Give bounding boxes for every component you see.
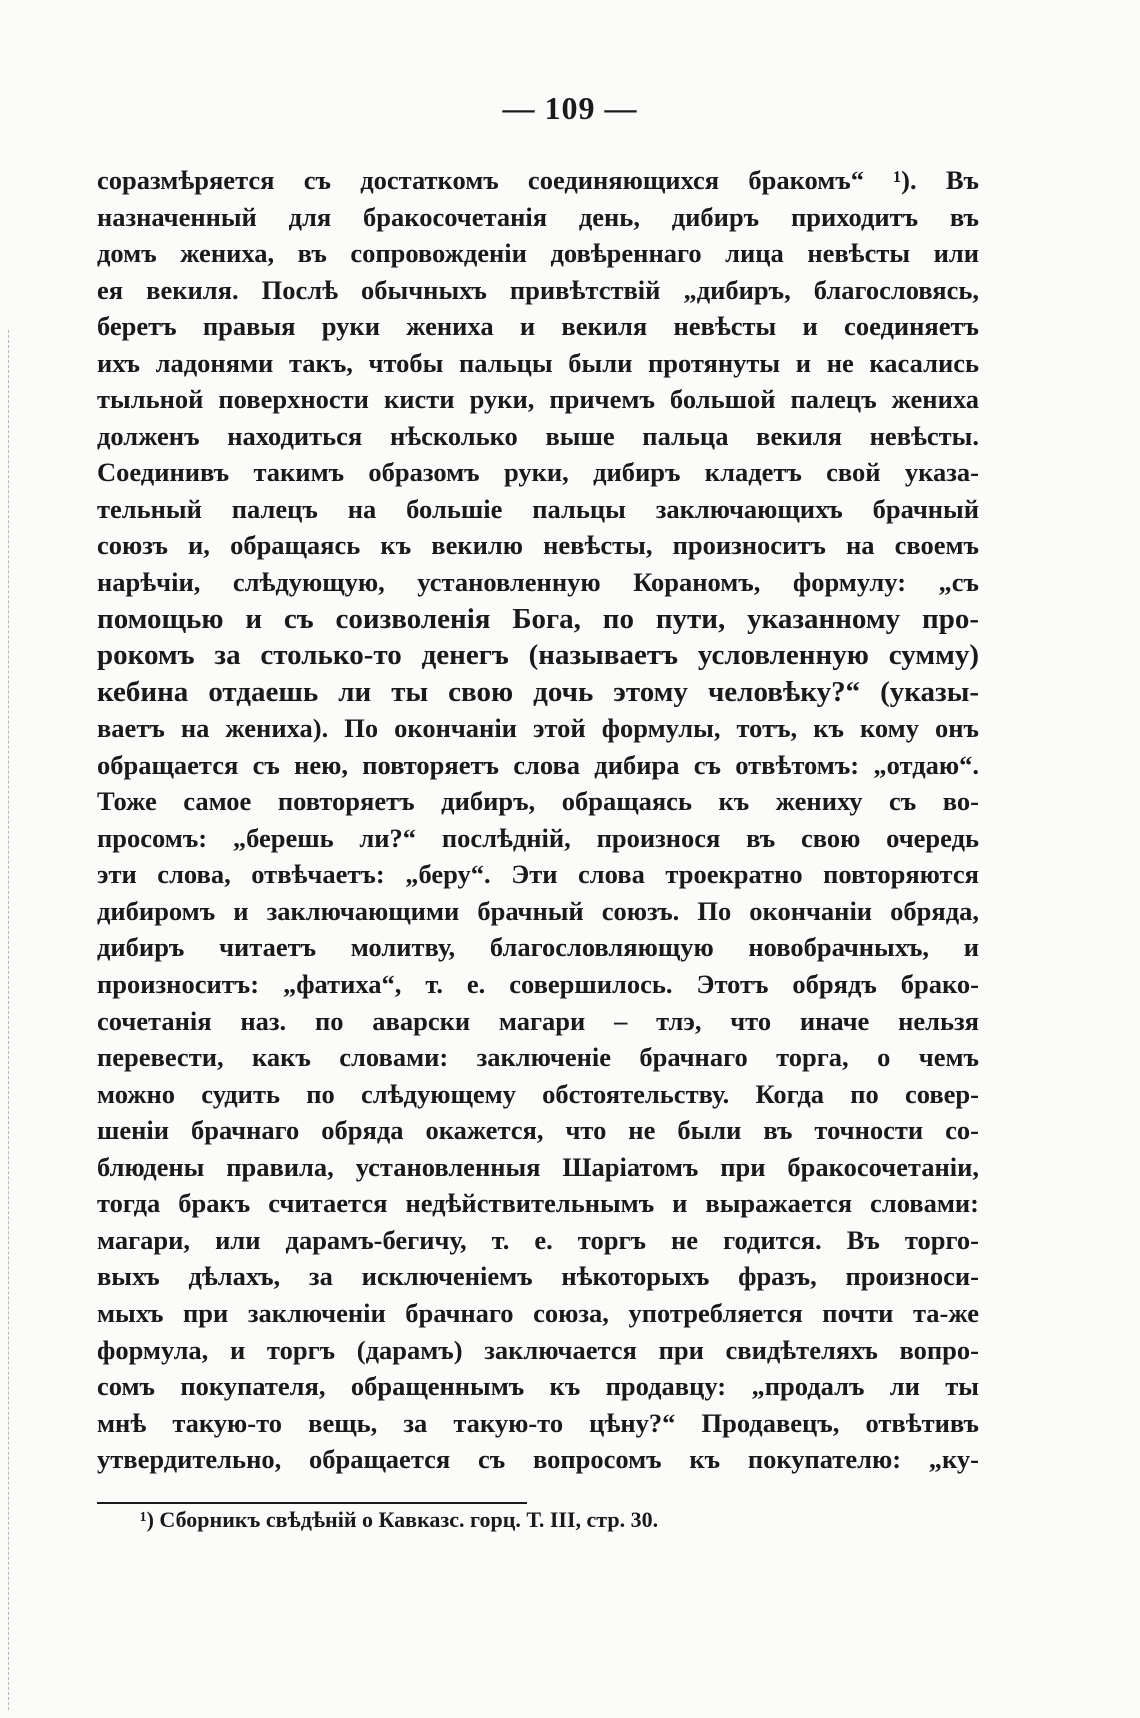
text-line: утвердительно, обращается съ вопросомъ къ покупателю: „ку- bbox=[97, 1444, 979, 1475]
footnote: ¹) Сборникъ свѣдѣній о Кавказс. горц. Т. III, стр. 30. bbox=[140, 1507, 659, 1532]
text-line: просомъ: „берешь ли?“ послѣдній, произнося въ свою очередь bbox=[97, 822, 979, 853]
text-line: формула, и торгъ (дарамъ) заключается при свидѣтеляхъ вопро- bbox=[97, 1334, 979, 1365]
text-line: нарѣчіи, слѣдующую, установленную Кораномъ, формулу: „съ bbox=[97, 567, 979, 598]
text-line: дибиръ читаетъ молитву, благословляющую новобрачныхъ, и bbox=[97, 932, 979, 963]
text-line: можно судить по слѣдующему обстоятельству. Когда по совер- bbox=[97, 1078, 979, 1109]
text-line: выхъ дѣлахъ, за исключеніемъ нѣкоторыхъ фразъ, произноси- bbox=[97, 1261, 979, 1292]
text-line: шеніи брачнаго обряда окажется, что не были въ точности со- bbox=[97, 1115, 979, 1146]
text-line: назначенный для бракосочетанія день, дибиръ приходитъ въ bbox=[97, 201, 979, 232]
text-line: произноситъ: „фатиха“, т. е. совершилось. Этотъ обрядъ брако- bbox=[97, 969, 979, 1000]
text-line: сочетанія наз. по аварски магари – тлэ, что иначе нельзя bbox=[97, 1005, 979, 1036]
text-line: Соединивъ такимъ образомъ руки, дибиръ кладетъ свой указа- bbox=[97, 457, 979, 488]
text-line: тыльной поверхности кисти руки, причемъ большой палецъ жениха bbox=[97, 384, 979, 415]
page-number-header: — 109 — bbox=[502, 90, 638, 126]
text-line-formula: кебина отдаешь ли ты свою дочь этому человѣку?“ (указы- bbox=[97, 675, 979, 708]
text-line: тельный палецъ на большіе пальцы заключающихъ брачный bbox=[97, 493, 979, 524]
text-line: ихъ ладонями такъ, чтобы пальцы были протянуты и не касались bbox=[97, 347, 979, 378]
text-line: сомъ покупателя, обращеннымъ къ продавцу: „продалъ ли ты bbox=[97, 1371, 979, 1402]
text-line: ея векиля. Послѣ обычныхъ привѣтствій „дибиръ, благословясь, bbox=[97, 274, 979, 305]
footnote-rule bbox=[97, 1502, 527, 1504]
text-line: перевести, какъ словами: заключеніе брачнаго торга, о чемъ bbox=[97, 1042, 979, 1073]
text-line-formula: помощью и съ соизволенія Бога, по пути, указанному про- bbox=[97, 602, 979, 635]
scan-edge-mark bbox=[8, 330, 11, 1710]
text-line: союзъ и, обращаясь къ векилю невѣсты, произноситъ на своемъ bbox=[97, 530, 979, 561]
text-line: домъ жениха, въ сопровожденіи довѣреннаго лица невѣсты или bbox=[97, 238, 979, 269]
text-line: дибиромъ и заключающими брачный союзъ. По окончаніи обряда, bbox=[97, 895, 979, 926]
text-line-formula: рокомъ за столько-то денегъ (называетъ условленную сумму) bbox=[97, 639, 979, 672]
text-line: долженъ находиться нѣсколько выше пальца векиля невѣсты. bbox=[97, 420, 979, 451]
text-line: блюдены правила, установленныя Шаріатомъ при бракосочетаніи, bbox=[97, 1151, 979, 1182]
text-line: мнѣ такую-то вещь, за такую-то цѣну?“ Продавецъ, отвѣтивъ bbox=[97, 1407, 979, 1438]
text-line: обращается съ нею, повторяетъ слова дибира съ отвѣтомъ: „отдаю“. bbox=[97, 749, 979, 780]
text-line: магари, или дарамъ-бегичу, т. е. торгъ не годится. Въ торго- bbox=[97, 1224, 979, 1255]
text-line: беретъ правыя руки жениха и векиля невѣсты и соединяетъ bbox=[97, 311, 979, 342]
body-text bbox=[97, 162, 979, 1478]
text-line: мыхъ при заключеніи брачнаго союза, употребляется почти та-же bbox=[97, 1297, 979, 1328]
text-line: Тоже самое повторяетъ дибиръ, обращаясь къ жениху съ во- bbox=[97, 786, 979, 817]
text-line: тогда бракъ считается недѣйствительнымъ и выражается словами: bbox=[97, 1188, 979, 1219]
text-line: соразмѣряется съ достаткомъ соединяющихся бракомъ“ ¹). Въ bbox=[97, 165, 979, 195]
text-line: ваетъ на жениха). По окончаніи этой формулы, тотъ, къ кому онъ bbox=[97, 713, 979, 744]
text-line: эти слова, отвѣчаетъ: „беру“. Эти слова троекратно повторяются bbox=[97, 859, 979, 890]
